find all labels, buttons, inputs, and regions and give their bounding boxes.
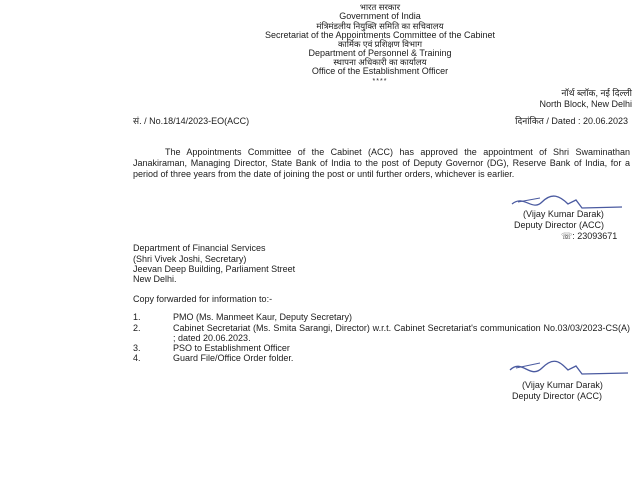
header-hindi-govt: भारत सरकार <box>359 2 401 12</box>
list-item-text: PMO (Ms. Manmeet Kaur, Deputy Secretary) <box>173 312 353 322</box>
signature-2-title: Deputy Director (ACC) <box>512 391 603 401</box>
addressee-line-1: Department of Financial Services <box>133 243 266 253</box>
addressee-line-4: New Delhi. <box>133 274 177 284</box>
header-hindi-office: स्थापना अधिकारी का कार्यालय <box>333 57 427 67</box>
signature-1-phone: ☏: 23093671 <box>561 231 618 241</box>
list-item <box>133 343 630 353</box>
signature-1-name: (Vijay Kumar Darak) <box>523 209 604 219</box>
addressee-line-2: (Shri Vivek Joshi, Secretary) <box>133 254 247 264</box>
addressee-line-3: Jeevan Deep Building, Parliament Street <box>133 264 296 274</box>
header-hindi-dept: कार्मिक एवं प्रशिक्षण विभाग <box>337 39 422 49</box>
list-item-number: 4. <box>133 353 141 363</box>
list-item-number: 1. <box>133 312 141 322</box>
list-item <box>133 312 630 322</box>
header-hindi-secretariat: मंत्रिमंडलीय नियुक्ति समिति का सचिवालय <box>316 21 444 31</box>
list-item-number: 2. <box>133 323 141 333</box>
reference-number: सं. / No.18/14/2023-EO(ACC) <box>133 116 250 126</box>
signature-2 <box>506 356 632 382</box>
list-item-text: PSO to Establishment Officer <box>173 343 290 353</box>
copy-intro: Copy forwarded for information to:- <box>133 294 273 304</box>
header-govt: Government of India <box>339 11 421 21</box>
body-paragraph: The Appointments Committee of the Cabinet (ACC) has approved the appointment of Shri Swaminathan Janakiraman, Managing Director, State Bank of India to the post of Deputy Governor (DG), Reserve Bank of India, for a period of three years from the date of joining the post or until further orders, whichever is earlier. <box>133 147 630 179</box>
list-item-number: 3. <box>133 343 141 353</box>
header-stars: **** <box>372 78 388 85</box>
signature-1-title: Deputy Director (ACC) <box>514 220 605 230</box>
list-item <box>133 323 630 343</box>
header-office: Office of the Establishment Officer <box>311 66 449 76</box>
location-english: North Block, New Delhi <box>539 99 632 109</box>
location-hindi: नॉर्थ ब्लॉक, नई दिल्ली <box>561 88 632 98</box>
list-item-text: Cabinet Secretariat (Ms. Smita Sarangi, Director) w.r.t. Cabinet Secretariat's communication No.03/03/2023-CS(A) ; dated 20.06.2023. <box>173 323 630 343</box>
list-item-text: Guard File/Office Order folder. <box>173 353 294 363</box>
signature-2-name: (Vijay Kumar Darak) <box>522 380 603 390</box>
reference-date: दिनांकित / Dated : 20.06.2023 <box>515 116 628 126</box>
header-secretariat: Secretariat of the Appointments Committee of the Cabinet <box>264 30 496 40</box>
header-dept: Department of Personnel & Training <box>308 48 452 58</box>
